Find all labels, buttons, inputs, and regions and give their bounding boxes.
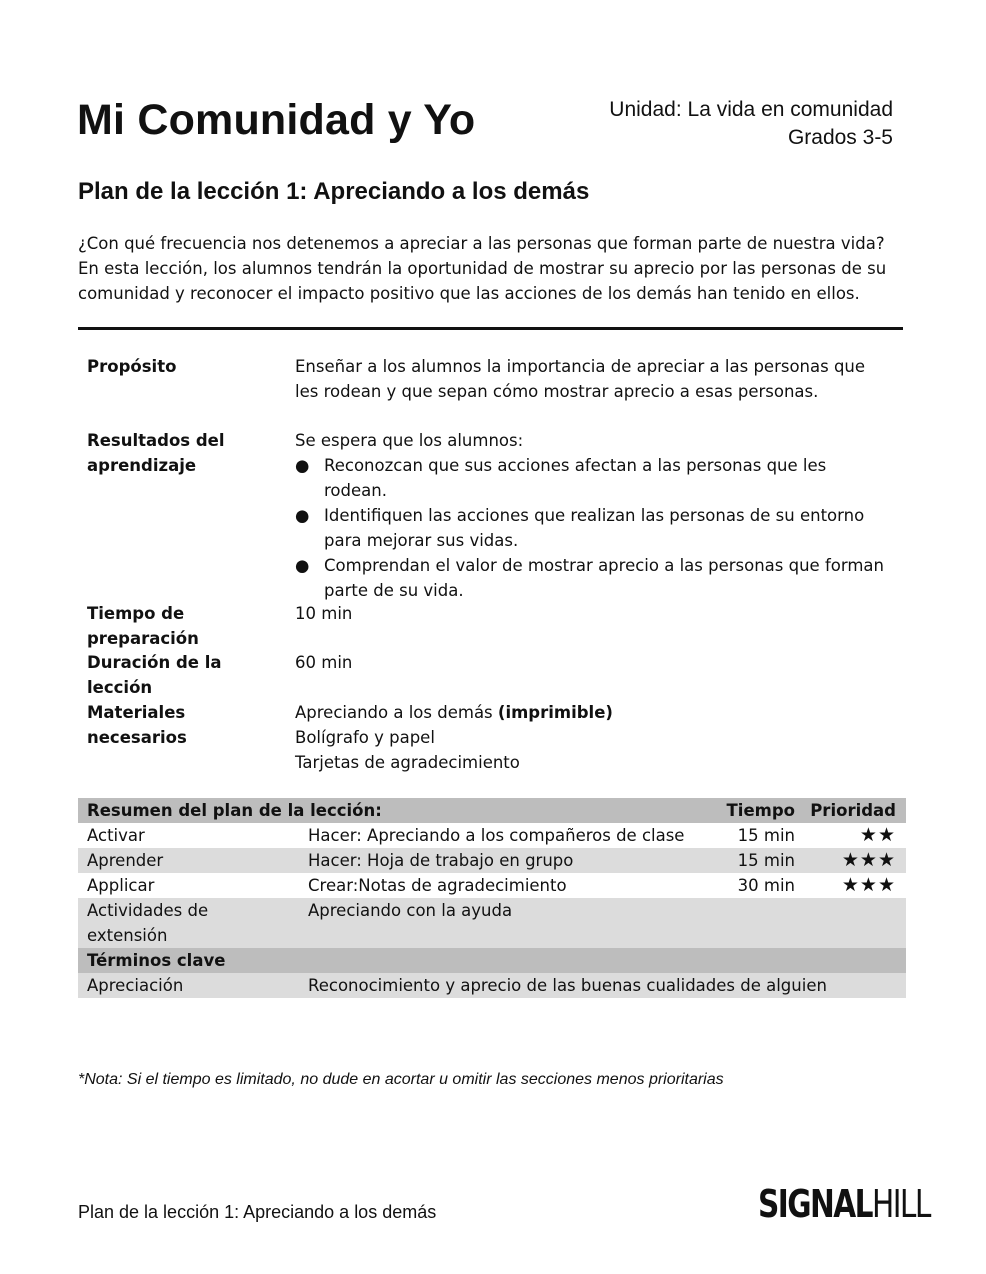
priority-cell xyxy=(809,848,906,873)
purpose-label: Propósito xyxy=(87,357,177,376)
activity-cell: Hacer: Apreciando a los compañeros de clase xyxy=(308,826,685,845)
prep-value: 10 min xyxy=(295,604,353,623)
term-cell: Apreciación xyxy=(78,973,298,998)
time-cell xyxy=(723,898,809,948)
summary-header-time: Tiempo xyxy=(723,798,809,823)
time-cell: 15 min xyxy=(723,848,809,873)
priority-cell xyxy=(809,823,906,848)
note: *Nota: Si el tiempo es limitado, no dude en acortar u omitir las secciones menos prioritarias xyxy=(78,1071,724,1088)
prep-label: Tiempo de preparación xyxy=(87,604,199,648)
page-title: Mi Comunidad y Yo xyxy=(77,96,476,144)
outcomes-intro: Se espera que los alumnos: xyxy=(295,431,524,450)
grades-line: Grados 3-5 xyxy=(787,126,893,149)
priority-cell xyxy=(809,873,906,898)
table-row xyxy=(78,823,906,848)
activity-cell: Crear:Notas de agradecimiento xyxy=(308,876,567,895)
list-item: ● Reconozcan que sus acciones afectan a las personas que les rodean. xyxy=(295,453,887,503)
lesson-summary-table xyxy=(78,798,906,998)
purpose-value: Enseñar a los alumnos la importancia de apreciar a las personas que les rodean y que sepan cómo mostrar aprecio a esas personas. xyxy=(295,357,866,401)
bullet-icon: ● xyxy=(295,506,310,525)
materials-item: Tarjetas de agradecimiento xyxy=(295,753,520,772)
divider xyxy=(78,327,903,330)
phase-cell: Applicar xyxy=(87,876,155,895)
table-row xyxy=(78,873,906,898)
phase-cell: Activar xyxy=(87,826,145,845)
materials-item: Bolígrafo y papel xyxy=(295,728,435,747)
definition-cell: Reconocimiento y aprecio de las buenas cualidades de alguien xyxy=(298,973,906,998)
signalhill-logo: SIGNALHILL xyxy=(758,1182,930,1226)
bullet-icon: ● xyxy=(295,456,310,475)
footer-text: Plan de la lección 1: Apreciando a los demás xyxy=(78,1202,437,1222)
terms-header-row xyxy=(78,948,906,973)
terms-header: Términos clave xyxy=(78,948,906,973)
materials-item: Apreciando a los demás (imprimible) xyxy=(295,703,613,722)
duration-label: Duración de la lección xyxy=(87,653,222,697)
table-row xyxy=(78,898,906,948)
phase-cell: Actividades de extensión xyxy=(78,898,298,948)
star-icon: ★★★ xyxy=(841,849,896,871)
unit-line: Unidad: La vida en comunidad xyxy=(609,98,893,121)
table-row xyxy=(78,973,906,998)
phase-cell: Aprender xyxy=(78,848,298,873)
intro-paragraph: ¿Con qué frecuencia nos detenemos a apreciar a las personas que forman parte de nuestra vida? En esta lección, los alumnos tendrán la oportunidad de mostrar su aprecio por las personas de su comunidad y reconocer el impacto positivo que las acciones de los demás han tenido en ellos. xyxy=(78,234,887,303)
summary-header-row xyxy=(78,798,906,823)
star-icon: ★★★ xyxy=(841,874,896,896)
list-item: ● Comprendan el valor de mostrar aprecio a las personas que forman parte de su vida. xyxy=(295,553,887,603)
materials-label: Materiales necesarios xyxy=(87,703,187,747)
list-item: ● Identifiquen las acciones que realizan las personas de su entorno para mejorar sus vidas. xyxy=(295,503,887,553)
outcomes-label: Resultados del aprendizaje xyxy=(87,431,225,475)
time-cell: 15 min xyxy=(737,826,795,845)
outcomes-list xyxy=(295,453,887,603)
activity-cell: Apreciando con la ayuda xyxy=(298,898,723,948)
time-cell: 30 min xyxy=(737,876,795,895)
priority-cell xyxy=(809,898,906,948)
star-icon: ★★ xyxy=(859,824,896,846)
bullet-icon: ● xyxy=(295,556,310,575)
table-row xyxy=(78,848,906,873)
summary-header-label: Resumen del plan de la lección: xyxy=(78,798,723,823)
lesson-subtitle: Plan de la lección 1: Apreciando a los demás xyxy=(78,178,590,205)
duration-value: 60 min xyxy=(295,653,353,672)
materials-value xyxy=(295,700,895,775)
summary-header-priority: Prioridad xyxy=(809,798,906,823)
outcomes-value xyxy=(295,428,887,603)
unit-info xyxy=(609,96,893,152)
activity-cell: Hacer: Hoja de trabajo en grupo xyxy=(298,848,723,873)
